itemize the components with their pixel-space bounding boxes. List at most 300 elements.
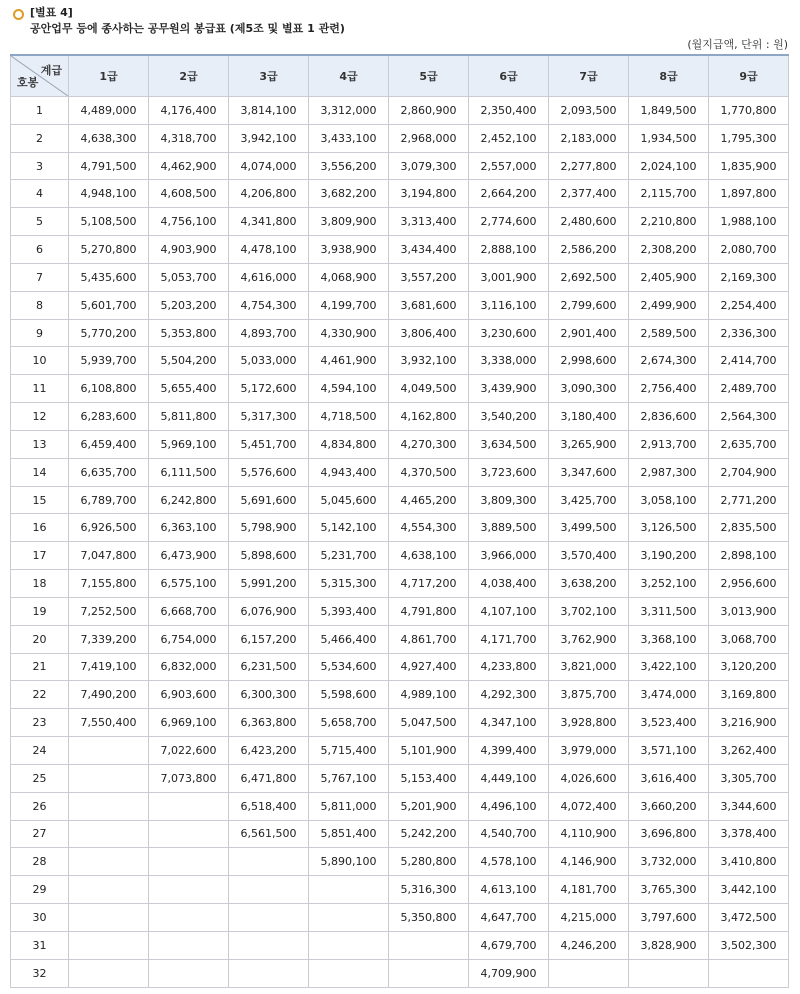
salary-cell: 4,943,400 [309, 458, 389, 486]
salary-cell: 2,093,500 [549, 97, 629, 125]
salary-cell: 3,570,400 [549, 542, 629, 570]
table-row [11, 625, 789, 653]
column-header: 2급 [149, 55, 229, 97]
step-cell: 31 [11, 931, 69, 959]
table-row [11, 653, 789, 681]
salary-cell: 2,756,400 [629, 375, 709, 403]
salary-cell [629, 959, 709, 987]
table-row [11, 514, 789, 542]
salary-cell [69, 931, 149, 959]
salary-cell: 2,377,400 [549, 180, 629, 208]
table-label: [별표 4] [30, 6, 73, 19]
salary-cell: 2,080,700 [709, 236, 789, 264]
salary-cell: 2,024,100 [629, 152, 709, 180]
salary-cell [389, 931, 469, 959]
salary-cell: 2,836,600 [629, 403, 709, 431]
salary-cell: 3,966,000 [469, 542, 549, 570]
salary-cell: 6,076,900 [229, 597, 309, 625]
salary-cell [309, 931, 389, 959]
step-cell: 14 [11, 458, 69, 486]
column-header: 4급 [309, 55, 389, 97]
salary-cell: 2,913,700 [629, 430, 709, 458]
salary-cell: 5,598,600 [309, 681, 389, 709]
salary-cell: 4,199,700 [309, 291, 389, 319]
salary-cell: 5,172,600 [229, 375, 309, 403]
salary-cell: 7,252,500 [69, 597, 149, 625]
corner-cell [11, 55, 69, 97]
salary-cell: 6,300,300 [229, 681, 309, 709]
salary-cell: 5,451,700 [229, 430, 309, 458]
step-cell: 7 [11, 263, 69, 291]
salary-cell: 3,797,600 [629, 904, 709, 932]
salary-cell: 6,157,200 [229, 625, 309, 653]
salary-cell: 2,674,300 [629, 347, 709, 375]
salary-cell: 7,419,100 [69, 653, 149, 681]
salary-cell: 3,180,400 [549, 403, 629, 431]
step-cell: 3 [11, 152, 69, 180]
salary-cell: 2,254,400 [709, 291, 789, 319]
salary-cell: 7,047,800 [69, 542, 149, 570]
salary-cell: 3,806,400 [389, 319, 469, 347]
salary-cell: 4,465,200 [389, 486, 469, 514]
salary-cell: 3,502,300 [709, 931, 789, 959]
salary-cell: 4,110,900 [549, 820, 629, 848]
salary-cell: 4,206,800 [229, 180, 309, 208]
salary-cell: 4,181,700 [549, 876, 629, 904]
salary-cell: 4,478,100 [229, 236, 309, 264]
table-row [11, 931, 789, 959]
salary-cell: 4,318,700 [149, 124, 229, 152]
salary-cell: 2,898,100 [709, 542, 789, 570]
salary-cell: 6,518,400 [229, 792, 309, 820]
salary-cell: 3,116,100 [469, 291, 549, 319]
salary-cell: 3,928,800 [549, 709, 629, 737]
step-cell: 2 [11, 124, 69, 152]
table-row [11, 737, 789, 765]
step-cell: 21 [11, 653, 69, 681]
table-row [11, 959, 789, 987]
table-row [11, 820, 789, 848]
salary-cell: 2,480,600 [549, 208, 629, 236]
salary-cell: 6,969,100 [149, 709, 229, 737]
step-cell: 9 [11, 319, 69, 347]
salary-cell: 5,201,900 [389, 792, 469, 820]
salary-cell: 3,889,500 [469, 514, 549, 542]
salary-cell: 3,425,700 [549, 486, 629, 514]
salary-cell: 6,363,800 [229, 709, 309, 737]
salary-cell: 2,414,700 [709, 347, 789, 375]
salary-cell: 3,313,400 [389, 208, 469, 236]
salary-cell: 1,897,800 [709, 180, 789, 208]
step-cell: 24 [11, 737, 69, 765]
table-row [11, 403, 789, 431]
salary-cell: 5,851,400 [309, 820, 389, 848]
salary-cell [69, 904, 149, 932]
salary-cell: 5,811,000 [309, 792, 389, 820]
salary-cell: 6,561,500 [229, 820, 309, 848]
salary-cell: 6,473,900 [149, 542, 229, 570]
step-cell: 8 [11, 291, 69, 319]
salary-cell: 4,462,900 [149, 152, 229, 180]
table-row [11, 709, 789, 737]
salary-cell: 2,664,200 [469, 180, 549, 208]
salary-cell: 2,499,900 [629, 291, 709, 319]
salary-cell: 4,171,700 [469, 625, 549, 653]
salary-cell: 2,489,700 [709, 375, 789, 403]
salary-cell: 2,169,300 [709, 263, 789, 291]
salary-cell: 3,126,500 [629, 514, 709, 542]
table-row [11, 152, 789, 180]
salary-cell: 4,608,500 [149, 180, 229, 208]
salary-cell: 3,557,200 [389, 263, 469, 291]
salary-cell: 3,378,400 [709, 820, 789, 848]
table-row [11, 236, 789, 264]
salary-cell: 3,979,000 [549, 737, 629, 765]
salary-cell: 2,888,100 [469, 236, 549, 264]
salary-cell: 6,668,700 [149, 597, 229, 625]
table-row [11, 208, 789, 236]
salary-cell: 3,190,200 [629, 542, 709, 570]
salary-cell: 3,169,800 [709, 681, 789, 709]
step-cell: 10 [11, 347, 69, 375]
salary-cell: 3,058,100 [629, 486, 709, 514]
salary-cell: 7,550,400 [69, 709, 149, 737]
salary-cell: 3,344,600 [709, 792, 789, 820]
column-header: 8급 [629, 55, 709, 97]
step-cell: 13 [11, 430, 69, 458]
salary-cell: 4,554,300 [389, 514, 469, 542]
salary-cell: 4,489,000 [69, 97, 149, 125]
salary-cell: 6,459,400 [69, 430, 149, 458]
table-row [11, 764, 789, 792]
salary-cell: 2,277,800 [549, 152, 629, 180]
table-row [11, 124, 789, 152]
salary-cell: 3,262,400 [709, 737, 789, 765]
step-cell: 15 [11, 486, 69, 514]
salary-cell: 5,350,800 [389, 904, 469, 932]
salary-cell: 4,496,100 [469, 792, 549, 820]
salary-cell: 3,681,600 [389, 291, 469, 319]
salary-cell: 4,449,100 [469, 764, 549, 792]
salary-cell: 6,575,100 [149, 570, 229, 598]
salary-cell: 3,090,300 [549, 375, 629, 403]
salary-cell: 3,765,300 [629, 876, 709, 904]
salary-cell [149, 904, 229, 932]
salary-cell: 3,265,900 [549, 430, 629, 458]
salary-cell: 2,557,000 [469, 152, 549, 180]
salary-cell: 5,939,700 [69, 347, 149, 375]
salary-cell [69, 876, 149, 904]
step-cell: 20 [11, 625, 69, 653]
salary-cell: 4,049,500 [389, 375, 469, 403]
salary-cell: 2,210,800 [629, 208, 709, 236]
salary-cell: 4,718,500 [309, 403, 389, 431]
salary-cell: 5,108,500 [69, 208, 149, 236]
salary-cell: 3,499,500 [549, 514, 629, 542]
table-row [11, 319, 789, 347]
salary-cell [309, 904, 389, 932]
salary-cell: 4,347,100 [469, 709, 549, 737]
salary-cell: 5,601,700 [69, 291, 149, 319]
column-header: 1급 [69, 55, 149, 97]
table-row [11, 542, 789, 570]
salary-cell: 5,969,100 [149, 430, 229, 458]
salary-cell: 5,393,400 [309, 597, 389, 625]
salary-cell: 4,594,100 [309, 375, 389, 403]
salary-cell: 1,849,500 [629, 97, 709, 125]
salary-cell: 3,638,200 [549, 570, 629, 598]
step-cell: 5 [11, 208, 69, 236]
salary-cell: 4,341,800 [229, 208, 309, 236]
salary-cell: 3,422,100 [629, 653, 709, 681]
column-header: 3급 [229, 55, 309, 97]
step-cell: 6 [11, 236, 69, 264]
salary-cell: 3,814,100 [229, 97, 309, 125]
salary-cell: 3,634,500 [469, 430, 549, 458]
salary-cell: 2,998,600 [549, 347, 629, 375]
salary-cell: 4,903,900 [149, 236, 229, 264]
salary-cell [309, 959, 389, 987]
salary-cell: 1,770,800 [709, 97, 789, 125]
table-row [11, 597, 789, 625]
salary-table [10, 54, 789, 988]
header [0, 0, 800, 54]
salary-cell: 4,246,200 [549, 931, 629, 959]
salary-cell: 5,316,300 [389, 876, 469, 904]
salary-cell: 2,564,300 [709, 403, 789, 431]
salary-cell: 4,638,100 [389, 542, 469, 570]
salary-cell: 5,101,900 [389, 737, 469, 765]
unit-note: (월지급액, 단위 : 원) [687, 38, 788, 51]
salary-cell: 4,791,500 [69, 152, 149, 180]
salary-cell [149, 876, 229, 904]
salary-cell [69, 820, 149, 848]
salary-cell: 5,280,800 [389, 848, 469, 876]
corner-step-label: 호봉 [17, 76, 39, 89]
salary-cell: 7,022,600 [149, 737, 229, 765]
salary-cell: 4,399,400 [469, 737, 549, 765]
salary-cell [229, 959, 309, 987]
salary-cell: 6,111,500 [149, 458, 229, 486]
salary-cell: 5,353,800 [149, 319, 229, 347]
salary-cell: 4,578,100 [469, 848, 549, 876]
salary-cell: 3,932,100 [389, 347, 469, 375]
column-header: 6급 [469, 55, 549, 97]
salary-cell: 5,047,500 [389, 709, 469, 737]
salary-cell [229, 931, 309, 959]
step-cell: 27 [11, 820, 69, 848]
step-cell: 23 [11, 709, 69, 737]
salary-cell: 2,799,600 [549, 291, 629, 319]
step-cell: 16 [11, 514, 69, 542]
salary-cell [229, 876, 309, 904]
salary-cell: 3,311,500 [629, 597, 709, 625]
salary-cell: 3,001,900 [469, 263, 549, 291]
salary-cell: 5,242,200 [389, 820, 469, 848]
column-header: 9급 [709, 55, 789, 97]
salary-cell: 2,183,000 [549, 124, 629, 152]
salary-cell: 5,142,100 [309, 514, 389, 542]
salary-cell: 4,107,100 [469, 597, 549, 625]
salary-cell [69, 764, 149, 792]
column-header: 5급 [389, 55, 469, 97]
step-cell: 22 [11, 681, 69, 709]
salary-cell: 2,956,600 [709, 570, 789, 598]
salary-cell: 3,732,000 [629, 848, 709, 876]
table-row [11, 848, 789, 876]
table-row [11, 792, 789, 820]
table-body [11, 97, 789, 988]
salary-cell: 5,811,800 [149, 403, 229, 431]
salary-cell: 4,893,700 [229, 319, 309, 347]
salary-cell [229, 904, 309, 932]
salary-cell: 4,292,300 [469, 681, 549, 709]
salary-cell: 4,709,900 [469, 959, 549, 987]
salary-cell: 3,410,800 [709, 848, 789, 876]
salary-cell: 3,439,900 [469, 375, 549, 403]
salary-cell: 4,270,300 [389, 430, 469, 458]
salary-cell: 6,423,200 [229, 737, 309, 765]
salary-cell: 3,696,800 [629, 820, 709, 848]
salary-cell [149, 820, 229, 848]
salary-cell: 3,068,700 [709, 625, 789, 653]
salary-cell: 6,832,000 [149, 653, 229, 681]
salary-cell: 3,230,600 [469, 319, 549, 347]
salary-cell: 3,252,100 [629, 570, 709, 598]
salary-cell: 7,073,800 [149, 764, 229, 792]
salary-cell: 2,589,500 [629, 319, 709, 347]
salary-cell: 5,798,900 [229, 514, 309, 542]
salary-cell: 2,452,100 [469, 124, 549, 152]
salary-cell: 2,901,400 [549, 319, 629, 347]
table-row [11, 570, 789, 598]
salary-cell: 2,405,900 [629, 263, 709, 291]
step-cell: 32 [11, 959, 69, 987]
salary-cell: 5,991,200 [229, 570, 309, 598]
circle-bullet-icon [13, 9, 24, 20]
salary-cell: 2,635,700 [709, 430, 789, 458]
salary-cell: 4,948,100 [69, 180, 149, 208]
salary-cell: 5,770,200 [69, 319, 149, 347]
table-title: 공안업무 등에 종사하는 공무원의 봉급표 (제5조 및 별표 1 관련) [30, 22, 345, 35]
salary-cell [69, 848, 149, 876]
salary-cell: 3,809,300 [469, 486, 549, 514]
salary-cell: 4,215,000 [549, 904, 629, 932]
step-cell: 12 [11, 403, 69, 431]
salary-cell: 4,162,800 [389, 403, 469, 431]
salary-cell: 3,472,500 [709, 904, 789, 932]
table-row [11, 291, 789, 319]
table-row [11, 375, 789, 403]
salary-cell: 3,556,200 [309, 152, 389, 180]
salary-cell [149, 848, 229, 876]
salary-cell: 1,934,500 [629, 124, 709, 152]
salary-cell: 4,638,300 [69, 124, 149, 152]
table-row [11, 347, 789, 375]
salary-cell: 3,474,000 [629, 681, 709, 709]
step-cell: 4 [11, 180, 69, 208]
salary-cell: 5,576,600 [229, 458, 309, 486]
salary-cell: 4,754,300 [229, 291, 309, 319]
salary-cell: 5,317,300 [229, 403, 309, 431]
salary-cell: 4,038,400 [469, 570, 549, 598]
salary-cell: 4,791,800 [389, 597, 469, 625]
salary-cell: 4,072,400 [549, 792, 629, 820]
salary-cell: 4,613,100 [469, 876, 549, 904]
step-cell: 30 [11, 904, 69, 932]
step-cell: 11 [11, 375, 69, 403]
salary-cell: 2,308,200 [629, 236, 709, 264]
salary-cell: 3,312,000 [309, 97, 389, 125]
salary-cell [149, 959, 229, 987]
salary-cell: 5,045,600 [309, 486, 389, 514]
salary-cell: 3,079,300 [389, 152, 469, 180]
salary-cell: 3,433,100 [309, 124, 389, 152]
salary-cell: 4,026,600 [549, 764, 629, 792]
salary-cell: 4,927,400 [389, 653, 469, 681]
salary-cell: 5,203,200 [149, 291, 229, 319]
salary-cell: 3,938,900 [309, 236, 389, 264]
salary-cell: 5,655,400 [149, 375, 229, 403]
salary-cell: 6,108,800 [69, 375, 149, 403]
salary-cell: 2,771,200 [709, 486, 789, 514]
salary-cell: 2,586,200 [549, 236, 629, 264]
salary-cell: 3,702,100 [549, 597, 629, 625]
salary-cell: 4,861,700 [389, 625, 469, 653]
salary-cell: 2,115,700 [629, 180, 709, 208]
salary-cell: 3,540,200 [469, 403, 549, 431]
salary-cell: 3,216,900 [709, 709, 789, 737]
salary-cell: 4,370,500 [389, 458, 469, 486]
salary-cell: 5,435,600 [69, 263, 149, 291]
salary-cell: 3,821,000 [549, 653, 629, 681]
salary-cell: 6,471,800 [229, 764, 309, 792]
salary-cell: 5,231,700 [309, 542, 389, 570]
salary-cell: 4,616,000 [229, 263, 309, 291]
salary-cell: 5,315,300 [309, 570, 389, 598]
step-cell: 1 [11, 97, 69, 125]
salary-cell: 2,987,300 [629, 458, 709, 486]
salary-cell: 3,762,900 [549, 625, 629, 653]
salary-cell [149, 792, 229, 820]
salary-cell: 3,942,100 [229, 124, 309, 152]
salary-cell: 2,860,900 [389, 97, 469, 125]
salary-cell: 3,660,200 [629, 792, 709, 820]
salary-cell [69, 737, 149, 765]
salary-cell: 3,434,400 [389, 236, 469, 264]
salary-cell: 5,504,200 [149, 347, 229, 375]
salary-cell [229, 848, 309, 876]
salary-cell: 4,540,700 [469, 820, 549, 848]
table-row [11, 97, 789, 125]
salary-cell: 4,679,700 [469, 931, 549, 959]
table-row [11, 430, 789, 458]
salary-cell: 4,176,400 [149, 97, 229, 125]
salary-cell: 4,989,100 [389, 681, 469, 709]
salary-cell: 2,774,600 [469, 208, 549, 236]
salary-cell: 6,754,000 [149, 625, 229, 653]
salary-cell: 5,053,700 [149, 263, 229, 291]
salary-cell: 3,368,100 [629, 625, 709, 653]
salary-cell: 4,461,900 [309, 347, 389, 375]
table-row [11, 876, 789, 904]
salary-cell: 6,231,500 [229, 653, 309, 681]
salary-cell: 4,717,200 [389, 570, 469, 598]
salary-cell [709, 959, 789, 987]
table-row [11, 681, 789, 709]
salary-cell: 1,795,300 [709, 124, 789, 152]
salary-cell: 5,534,600 [309, 653, 389, 681]
